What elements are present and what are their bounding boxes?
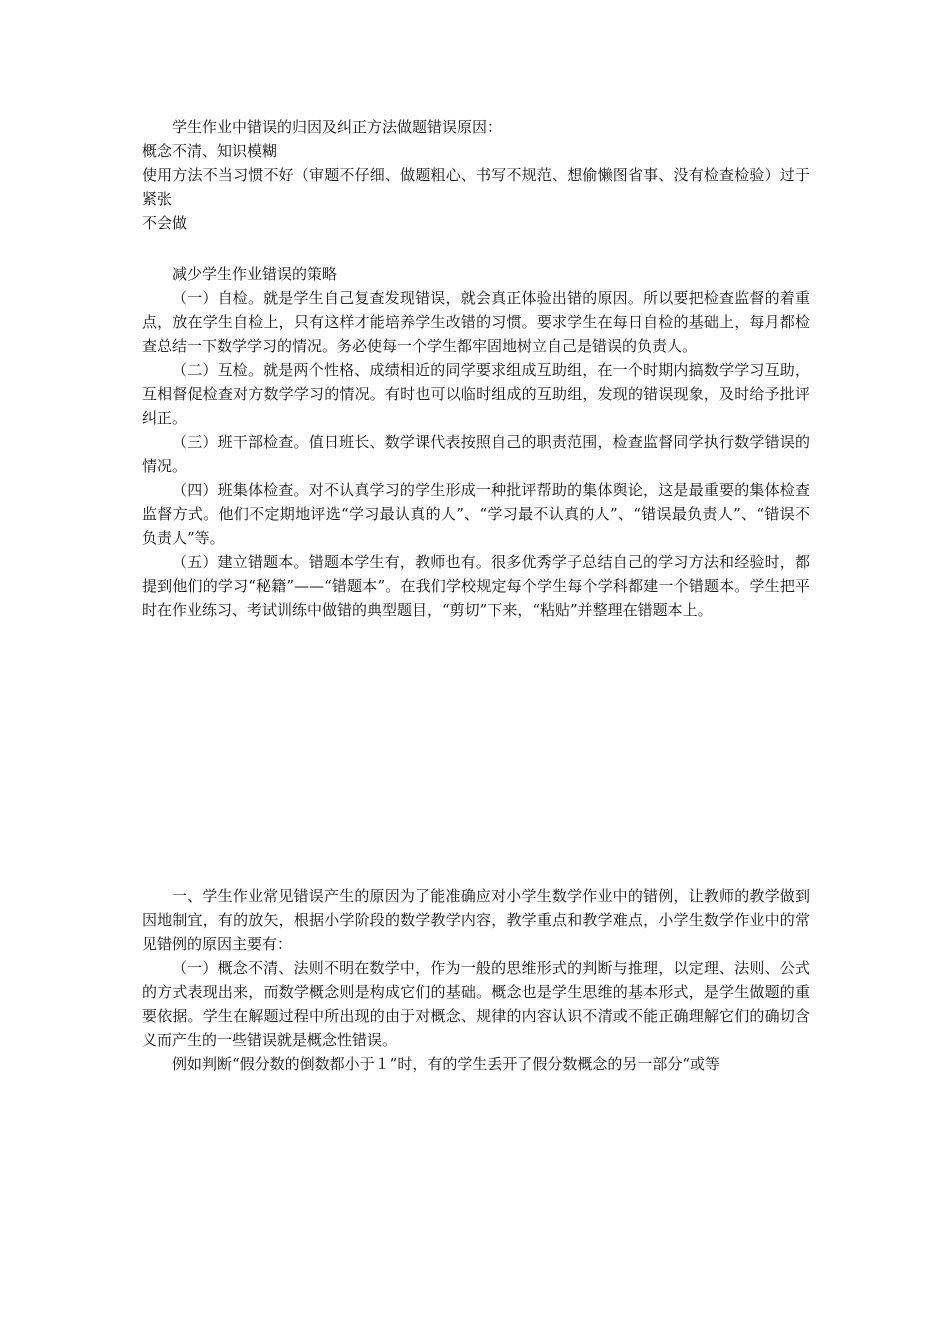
cause-item-cannot-solve: 不会做 bbox=[142, 214, 188, 232]
error-causes-title: 学生作业中错误的归因及纠正方法做题错误原因： bbox=[172, 118, 503, 136]
strategy-peer-check: （二）互检。就是两个性格、成绩相近的同学要求组成互助组，在一个时期内搞数学学习互助，互相督促检查对方数学学习的情况。有时也可以临时组成的互助组，发现的错误现象，及时给予批评纠正。 bbox=[142, 361, 810, 427]
reduce-errors-strategy-section bbox=[142, 262, 810, 622]
error-causes-section bbox=[142, 115, 810, 235]
strategy-error-notebook: （五）建立错题本。错题本学生有，教师也有。很多优秀学子总结自己的学习方法和经验时，都提到他们的学习“秘籍”——“错题本”。在我们学校规定每个学生每个学科都建一个错题本。学生把平时在作业练习、考试训练中做错的典型题目，“剪切”下来，“粘贴”并整理在错题本上。 bbox=[142, 553, 810, 619]
common-errors-section bbox=[142, 884, 810, 1076]
strategy-self-check: （一）自检。就是学生自己复查发现错误，就会真正体验出错的原因。所以要把检查监督的着重点，放在学生自检上，只有这样才能培养学生改错的习惯。要求学生在每日自检的基础上，每月都检查总结一下数学学习的情况。务必使每一个学生都牢固地树立自己是错误的负责人。 bbox=[142, 289, 810, 355]
strategy-monitor-check: （三）班干部检查。值日班长、数学课代表按照自己的职责范围，检查监督同学执行数学错误的情况。 bbox=[142, 433, 810, 475]
cause-item-method-habit: 使用方法不当习惯不好（审题不仔细、做题粗心、书写不规范、想偷懒图省事、没有检查检验）过于紧张 bbox=[142, 166, 810, 208]
common-errors-intro: 一、学生作业常见错误产生的原因为了能准确应对小学生数学作业中的错例，让教师的教学做到因地制宜，有的放矢，根据小学阶段的数学教学内容，教学重点和教学难点，小学生数学作业中的常见错例的原因主要有： bbox=[142, 887, 810, 953]
common-errors-example: 例如判断“假分数的倒数都小于１”时，有的学生丢开了假分数概念的另一部分“或等 bbox=[172, 1055, 721, 1073]
strategy-class-check: （四）班集体检查。对不认真学习的学生形成一种批评帮助的集体舆论，这是最重要的集体检查监督方式。他们不定期地评选“学习最认真的人”、“学习最不认真的人”、“错误最负责人”、“错误不负责人”等。 bbox=[142, 481, 810, 547]
common-errors-concept: （一）概念不清、法则不明在数学中，作为一般的思维形式的判断与推理，以定理、法则、公式的方式表现出来，而数学概念则是构成它们的基础。概念也是学生思维的基本形式，是学生做题的重要依据。学生在解题过程中所出现的由于对概念、规律的内容认识不清或不能正确理解它们的确切含义而产生的一些错误就是概念性错误。 bbox=[142, 959, 810, 1049]
cause-item-concept: 概念不清、知识模糊 bbox=[142, 142, 278, 160]
strategy-title: 减少学生作业错误的策略 bbox=[172, 265, 338, 283]
